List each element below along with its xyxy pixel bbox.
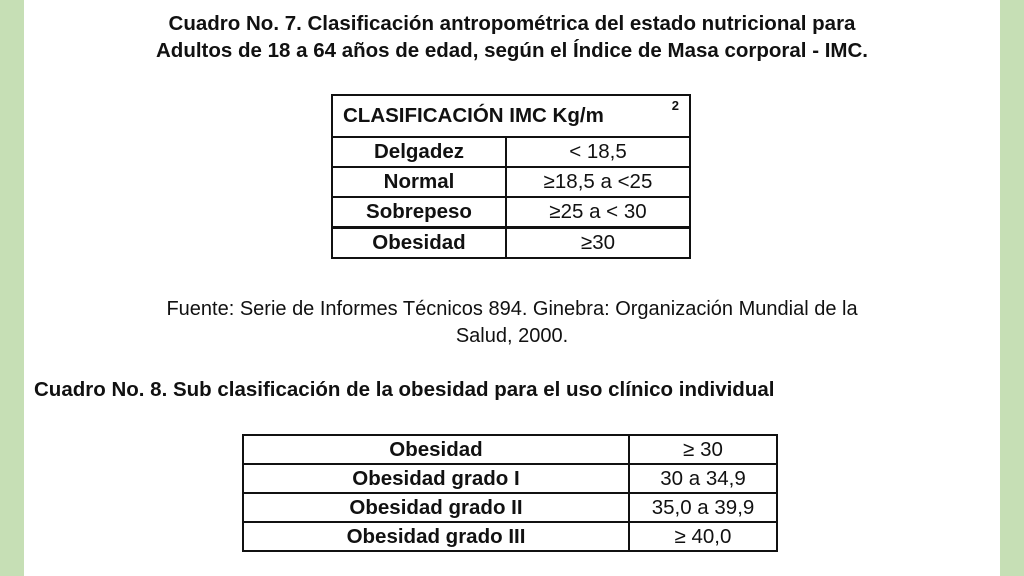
table-row: [243, 493, 777, 522]
table7-source: [54, 296, 970, 350]
table8-row-value: ≥ 40,0: [629, 522, 777, 551]
table7-source-line2: Salud, 2000.: [455, 325, 569, 347]
table-row: [332, 167, 690, 197]
table8-row-label: Obesidad grado III: [243, 522, 629, 551]
table8-row-value: ≥ 30: [629, 435, 777, 464]
table-row: [332, 228, 690, 259]
table7-row-value: ≥30: [506, 228, 690, 259]
table8-title: Cuadro No. 8. Sub clasificación de la obesidad para el uso clínico individual: [34, 378, 775, 401]
table-row: [332, 137, 690, 167]
table7-row-label: Delgadez: [332, 137, 506, 167]
bmi-classification-table: [331, 94, 691, 259]
obesity-subclassification-table: [242, 434, 778, 552]
table8-row-label: Obesidad: [243, 435, 629, 464]
table7-header-text: CLASIFICACIÓN IMC Kg/m: [343, 104, 604, 127]
table7-row-value: ≥25 a < 30: [506, 197, 690, 228]
table8-row-value: 35,0 a 39,9: [629, 493, 777, 522]
table8-row-value: 30 a 34,9: [629, 464, 777, 493]
table7-title-line1: Cuadro No. 7. Clasificación antropométrica del estado nutricional para: [168, 12, 856, 35]
table7-header-superscript: 2: [671, 98, 679, 113]
table7-row-label: Normal: [332, 167, 506, 197]
table7-title: [24, 10, 1000, 64]
document-page: [24, 0, 1000, 576]
table-row: [243, 522, 777, 551]
table7-row-value: ≥18,5 a <25: [506, 167, 690, 197]
table8-row-label: Obesidad grado II: [243, 493, 629, 522]
table-row: [243, 435, 777, 464]
table7-row-value: < 18,5: [506, 137, 690, 167]
table7-source-line1: Fuente: Serie de Informes Técnicos 894. Ginebra: Organización Mundial de la: [166, 298, 858, 320]
table8-row-label: Obesidad grado I: [243, 464, 629, 493]
table7-row-label: Sobrepeso: [332, 197, 506, 228]
table7-header: [332, 95, 690, 137]
table7-title-line2: Adultos de 18 a 64 años de edad, según el Índice de Masa corporal - IMC.: [156, 39, 868, 62]
table-row: [243, 464, 777, 493]
table-row: [332, 197, 690, 228]
table7-row-label: Obesidad: [332, 228, 506, 259]
